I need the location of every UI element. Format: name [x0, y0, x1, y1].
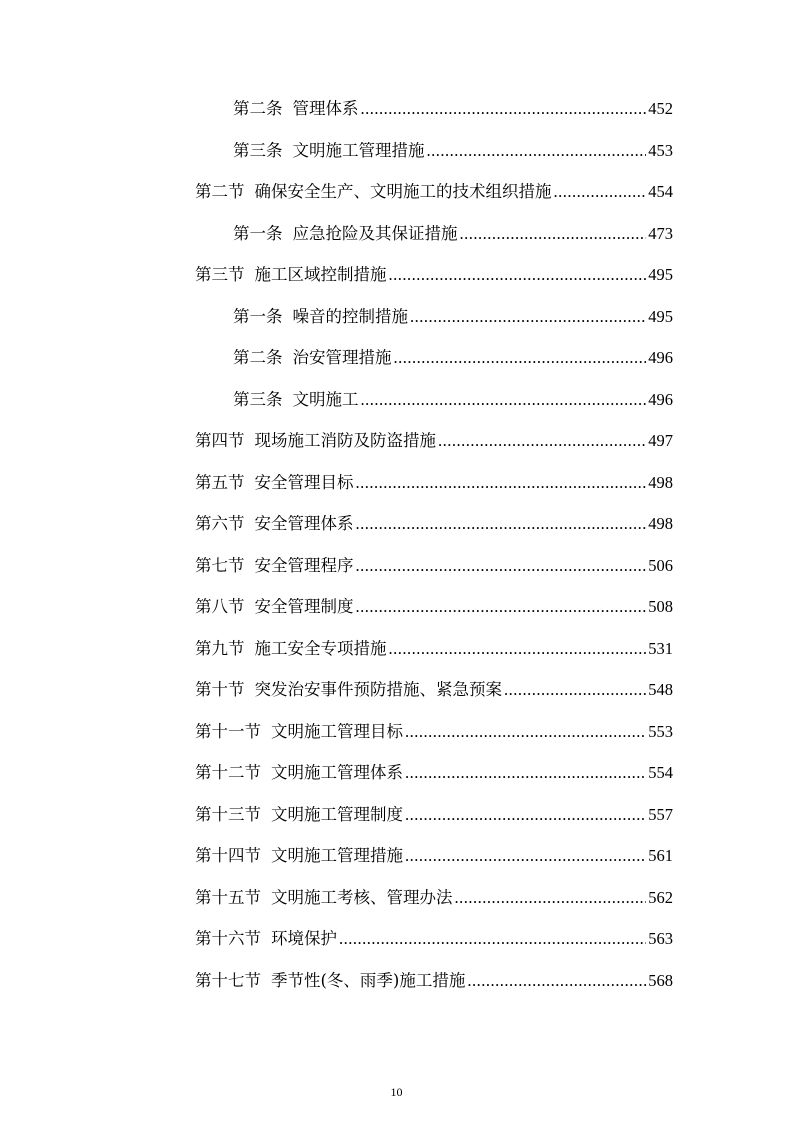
- toc-entry[interactable]: [233, 306, 673, 328]
- dot-leader: [356, 596, 647, 618]
- toc-entry-title: 环境保护: [271, 929, 337, 948]
- dot-leader: [356, 472, 647, 494]
- toc-entry-title: 治安管理措施: [292, 348, 392, 367]
- toc-entry[interactable]: [195, 430, 673, 452]
- toc-entry-page: 548: [648, 680, 673, 699]
- toc-entry[interactable]: [233, 98, 673, 120]
- toc-entry-title: 噪音的控制措施: [292, 307, 408, 326]
- toc-entry-title: 管理体系: [292, 99, 359, 118]
- toc-entry-title: 确保安全生产、文明施工的技术组织措施: [254, 182, 552, 201]
- dot-leader: [405, 762, 646, 784]
- dot-leader: [356, 513, 647, 535]
- toc-entry-number: 第三条: [233, 141, 283, 160]
- toc-entry-title: 应急抢险及其保证措施: [292, 224, 458, 243]
- toc-entry-number: 第十节: [195, 680, 245, 699]
- toc-entry-page: 495: [648, 307, 673, 326]
- toc-entry-title: 文明施工: [292, 390, 359, 409]
- toc-entry-page: 473: [648, 224, 673, 243]
- toc-entry-page: 531: [648, 639, 673, 658]
- toc-entry-title: 突发治安事件预防措施、紧急预案: [254, 680, 502, 699]
- toc-entry[interactable]: [233, 347, 673, 369]
- toc-entry-number: 第三节: [195, 265, 245, 284]
- toc-entry-number: 第七节: [195, 556, 245, 575]
- toc-entry-page: 562: [648, 888, 673, 907]
- toc-entry-page: 557: [648, 805, 673, 824]
- toc-entry-page: 553: [648, 722, 673, 741]
- toc-entry[interactable]: [195, 762, 673, 784]
- dot-leader: [405, 721, 646, 743]
- toc-entry-title: 安全管理目标: [254, 473, 354, 492]
- toc-entry-number: 第九节: [195, 639, 245, 658]
- toc-entry-number: 第十七节: [195, 971, 261, 990]
- toc-entry-title: 安全管理程序: [254, 556, 354, 575]
- toc-entry-title: 文明施工管理目标: [271, 722, 403, 741]
- toc-entry-page: 563: [648, 929, 673, 948]
- toc-entry-number: 第十六节: [195, 929, 261, 948]
- toc-entry[interactable]: [195, 513, 673, 535]
- toc-entry-page: 561: [648, 846, 673, 865]
- toc-entry-number: 第十一节: [195, 722, 261, 741]
- toc-entry-number: 第十二节: [195, 763, 261, 782]
- toc-entry-page: 498: [648, 473, 673, 492]
- toc-entry-number: 第十四节: [195, 846, 261, 865]
- toc-entry-page: 568: [648, 971, 673, 990]
- dot-leader: [405, 845, 646, 867]
- toc-entry[interactable]: [233, 140, 673, 162]
- toc-entry-page: 508: [648, 597, 673, 616]
- dot-leader: [455, 887, 647, 909]
- dot-leader: [427, 140, 647, 162]
- dot-leader: [554, 181, 647, 203]
- dot-leader: [361, 98, 647, 120]
- dot-leader: [504, 679, 646, 701]
- toc-entry-page: 498: [648, 514, 673, 533]
- dot-leader: [438, 430, 646, 452]
- toc-entry[interactable]: [195, 804, 673, 826]
- toc-entry-title: 文明施工管理措施: [271, 846, 403, 865]
- toc-entry-number: 第二条: [233, 348, 283, 367]
- dot-leader: [467, 970, 646, 992]
- dot-leader: [410, 306, 646, 328]
- toc-entry-title: 文明施工管理制度: [271, 805, 403, 824]
- toc-entry-title: 现场施工消防及防盗措施: [254, 431, 436, 450]
- toc-entry-title: 安全管理制度: [254, 597, 354, 616]
- toc-entry[interactable]: [195, 928, 673, 950]
- toc-entry-page: 452: [648, 99, 673, 118]
- dot-leader: [339, 928, 646, 950]
- toc-entry-title: 文明施工管理体系: [271, 763, 403, 782]
- toc-entry[interactable]: [195, 264, 673, 286]
- toc-entry-title: 施工区域控制措施: [254, 265, 387, 284]
- toc-entry[interactable]: [195, 970, 673, 992]
- toc-entry-title: 安全管理体系: [254, 514, 354, 533]
- toc-entry-number: 第八节: [195, 597, 245, 616]
- page-number: 10: [390, 1085, 403, 1099]
- toc-entry-title: 施工安全专项措施: [254, 639, 387, 658]
- toc-entry-page: 497: [648, 431, 673, 450]
- toc-entry-page: 453: [648, 141, 673, 160]
- toc-entry-number: 第六节: [195, 514, 245, 533]
- toc-entry[interactable]: [233, 223, 673, 245]
- toc-entry[interactable]: [195, 638, 673, 660]
- toc-entry-page: 454: [648, 182, 673, 201]
- toc-entry-number: 第一条: [233, 224, 283, 243]
- toc-entry-title: 文明施工管理措施: [292, 141, 425, 160]
- toc-entry-number: 第三条: [233, 390, 283, 409]
- dot-leader: [405, 804, 646, 826]
- toc-entry-page: 495: [648, 265, 673, 284]
- toc-entry-page: 496: [648, 390, 673, 409]
- dot-leader: [460, 223, 647, 245]
- dot-leader: [361, 389, 647, 411]
- toc-entry-number: 第五节: [195, 473, 245, 492]
- dot-leader: [389, 264, 647, 286]
- toc-entry[interactable]: [195, 845, 673, 867]
- toc-entry-number: 第一条: [233, 307, 283, 326]
- toc-entry-title: 季节性(冬、雨季)施工措施: [271, 971, 466, 990]
- toc-entry-number: 第十三节: [195, 805, 261, 824]
- toc-entry[interactable]: [195, 679, 673, 701]
- dot-leader: [394, 347, 647, 369]
- toc-entry[interactable]: [195, 555, 673, 577]
- toc-entry[interactable]: [233, 389, 673, 411]
- toc-entry-page: 506: [648, 556, 673, 575]
- toc-entry[interactable]: [195, 181, 673, 203]
- toc-entry-page: 496: [648, 348, 673, 367]
- dot-leader: [389, 638, 647, 660]
- toc-entry[interactable]: [195, 721, 673, 743]
- toc-entry-number: 第二节: [195, 182, 245, 201]
- toc-entry[interactable]: [195, 472, 673, 494]
- dot-leader: [356, 555, 647, 577]
- toc-entry-number: 第四节: [195, 431, 245, 450]
- toc-entry-page: 554: [648, 763, 673, 782]
- toc-entry[interactable]: [195, 887, 673, 909]
- toc-entry-number: 第二条: [233, 99, 283, 118]
- toc-entry-title: 文明施工考核、管理办法: [271, 888, 453, 907]
- toc-entry-number: 第十五节: [195, 888, 261, 907]
- toc-entry[interactable]: [195, 596, 673, 618]
